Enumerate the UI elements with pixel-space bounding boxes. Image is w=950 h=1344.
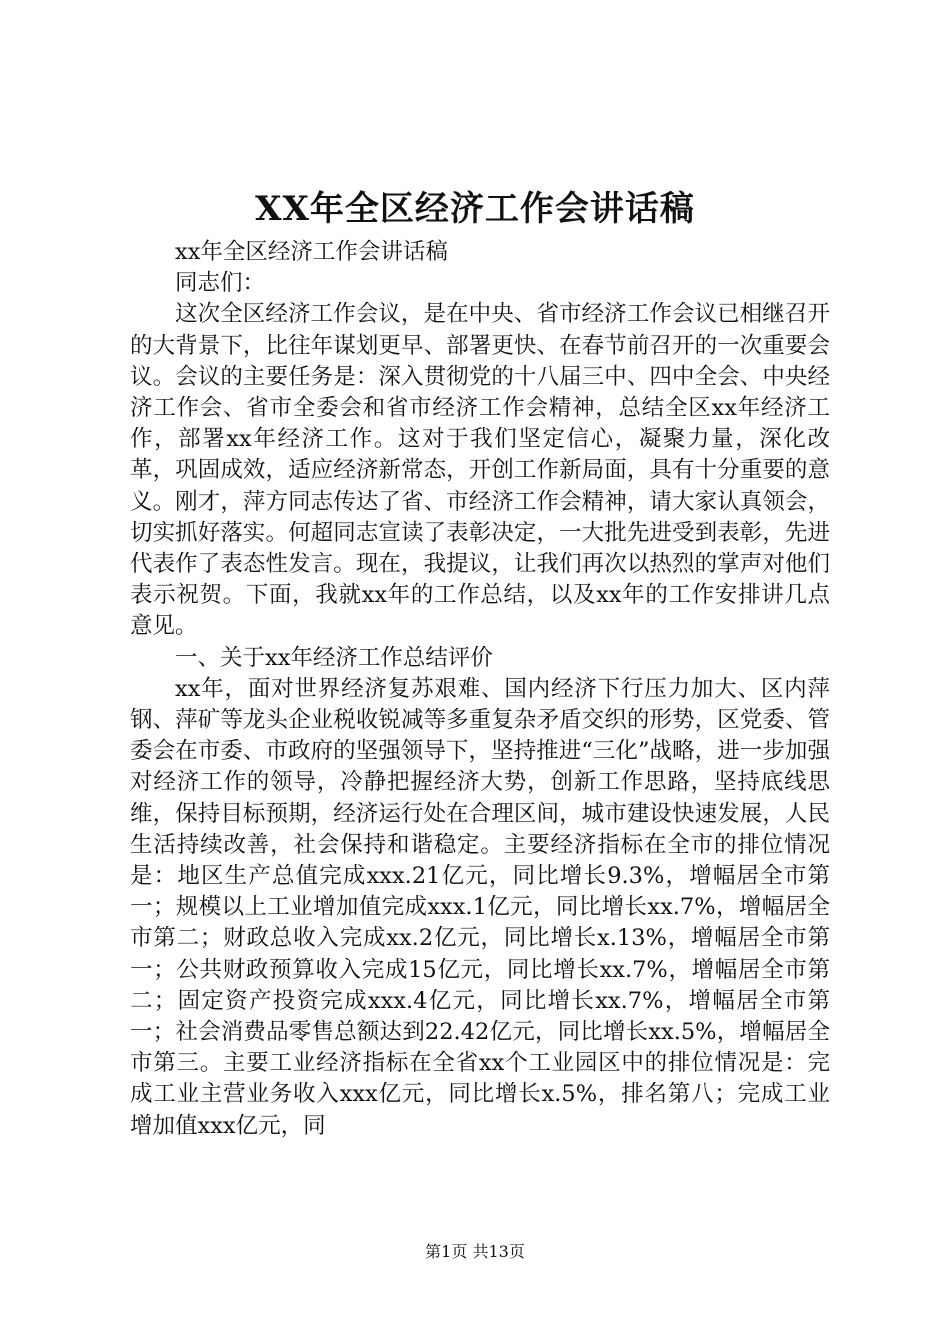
- page-number: 第1页: [425, 1242, 468, 1261]
- section-heading-1: 一、关于xx年经济工作总结评价: [175, 644, 493, 671]
- document-title: XX年全区经济工作会讲话稿: [255, 189, 695, 229]
- body-paragraph-summary: xx年，面对世界经济复苏艰难、国内经济下行压力加大、区内萍钢、萍矿等龙头企业税收锐减等多重复杂矛盾交织的形势，区党委、管委会在市委、市政府的坚强领导下，坚持推进“三化”战略，进一步加强对经济工作的领导，冷静把握经济大势，创新工作思路，坚持底线思维，保持目标预期，经济运行处在合理区间，城市建设快速发展，人民生活持续改善，社会保持和谐稳定。主要经济指标在全市的排位情况是：地区生产总值完成xxx.21亿元，同比增长9.3%，增幅居全市第一；规模以上工业增加值完成xxx.1亿元，同比增长xx.7%，增幅居全市第二；财政总收入完成xx.2亿元，同比增长x.13%，增幅居全市第一；公共财政预算收入完成15亿元，同比增长xx.7%，增幅居全市第二；固定资产投资完成xxx.4亿元，同比增长xx.7%，增幅居全市第一；社会消费品零售总额达到22.42亿元，同比增长xx.5%，增幅居全市第三。主要工业经济指标在全省xx个工业园区中的排位情况是：完成工业主营业务收入xxx亿元，同比增长x.5%，排名第八；完成工业增加值xxx亿元，同: [130, 675, 830, 1139]
- body-paragraph-salutation: 同志们：: [175, 270, 266, 297]
- body-paragraph-intro: 这次全区经济工作会议，是在中央、省市经济工作会议已相继召开的大背景下，比往年谋划更早、部署更快、在春节前召开的一次重要会议。会议的主要任务是：深入贯彻党的十八届三中、四中全会、中央经济工作会、省市全委会和省市经济工作会精神，总结全区xx年经济工作，部署xx年经济工作。这对于我们坚定信心，凝聚力量，深化改革，巩固成效，适应经济新常态，开创工作新局面，具有十分重要的意义。刚才，萍方同志传达了省、市经济工作会精神，请大家认真领会，切实抓好落实。何超同志宣读了表彰决定，一大批先进受到表彰，先进代表作了表态性发言。现在，我提议，让我们再次以热烈的掌声对他们表示祝贺。下面，我就xx年的工作总结，以及xx年的工作安排讲几点意见。: [130, 301, 830, 640]
- page-footer: [0, 1240, 950, 1264]
- document-body: [130, 237, 830, 1142]
- body-paragraph-subtitle: xx年全区经济工作会讲话稿: [175, 239, 448, 265]
- page-total: 共13页: [472, 1242, 525, 1261]
